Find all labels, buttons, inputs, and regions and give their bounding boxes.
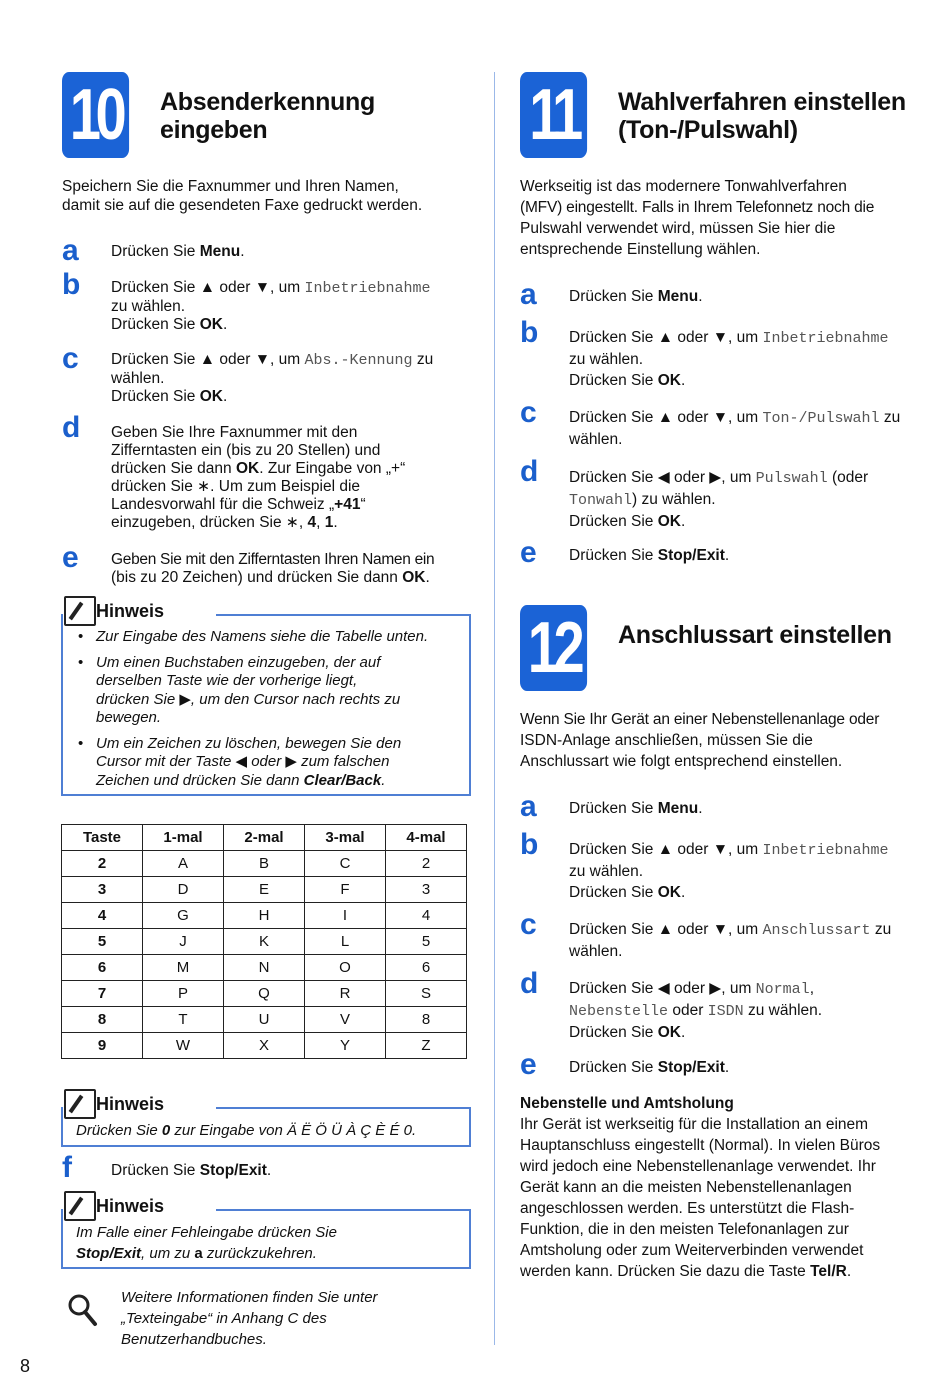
step-letter: e xyxy=(520,536,537,569)
step-text: . xyxy=(680,372,686,389)
step-text: . xyxy=(425,569,430,586)
step-c-text xyxy=(569,919,891,962)
table-row xyxy=(62,981,467,1007)
table-header: Taste xyxy=(62,825,143,851)
step-text: zu xyxy=(870,921,892,938)
reference-line: Benutzerhandbuches. xyxy=(121,1331,267,1348)
note-text: zur Eingabe von Ä Ë Ö Ü À Ç È É 0. xyxy=(170,1122,417,1139)
note-line: . xyxy=(381,771,386,789)
step-text: zu xyxy=(879,409,901,426)
step-text: Drücken Sie xyxy=(569,547,658,564)
intro-line: Wenn Sie Ihr Gerät an einer Nebenstellenanlage oder xyxy=(520,711,880,728)
step-text: Geben Sie mit den Zifferntasten Ihren Namen ein xyxy=(111,551,435,568)
step-text: Drücken Sie xyxy=(569,372,658,389)
table-cell: D xyxy=(143,877,224,903)
table-cell: R xyxy=(305,981,386,1007)
step-text: Drücken Sie xyxy=(111,1162,200,1179)
note-text-block xyxy=(76,1222,337,1264)
table-key-cell: 9 xyxy=(62,1033,143,1059)
intro-text xyxy=(520,709,879,772)
intro-line: ISDN-Anlage anschließen, müssen Sie die xyxy=(520,732,813,749)
table-cell: G xyxy=(143,903,224,929)
key-name: +41 xyxy=(334,496,361,513)
note-item xyxy=(76,735,466,791)
step-letter: d xyxy=(520,455,539,488)
intro-line: Pulswahl verwendet wird, müssen Sie hier die xyxy=(520,220,836,237)
step-letter: b xyxy=(520,316,539,349)
menu-option: Pulswahl xyxy=(755,470,828,487)
body-line: Funktion, die in den meisten Telefonanlagen zur xyxy=(520,1221,849,1238)
key-name: Tel/R xyxy=(810,1263,847,1280)
note-line: , um zu xyxy=(141,1245,195,1262)
step-text: zu wählen. xyxy=(569,863,644,880)
table-header-row xyxy=(62,825,467,851)
table-header: 4-mal xyxy=(386,825,467,851)
table-cell: E xyxy=(224,877,305,903)
key-name: OK xyxy=(402,569,426,586)
step-text: wählen. xyxy=(569,943,623,960)
note-line: drücken Sie ▶, um den Cursor nach rechts zu xyxy=(96,690,401,708)
step-text: . xyxy=(266,1162,272,1179)
table-cell: K xyxy=(224,929,305,955)
step-text: . xyxy=(680,513,686,530)
step-text: Drücken Sie xyxy=(111,316,200,333)
title-line: Wahlverfahren einstellen xyxy=(618,88,906,116)
step-text: Drücken Sie ◀ oder ▶, um xyxy=(569,980,756,997)
note-text: Drücken Sie xyxy=(76,1122,162,1139)
table-cell: H xyxy=(224,903,305,929)
step-d-text xyxy=(569,978,822,1043)
step-letter: f xyxy=(62,1151,72,1184)
step-letter: a xyxy=(62,234,79,267)
note-item xyxy=(76,654,466,728)
table-cell: 3 xyxy=(386,877,467,903)
step-text: Drücken Sie ▲ oder ▼, um xyxy=(569,409,763,426)
note-title: Hinweis xyxy=(96,601,165,621)
table-row xyxy=(62,1033,467,1059)
step-text: (oder xyxy=(827,469,869,486)
step-letter: b xyxy=(520,828,539,861)
note-line: • Um einen Buchstaben einzugeben, der auf xyxy=(96,653,381,671)
table-key-cell: 2 xyxy=(62,851,143,877)
table-row xyxy=(62,1007,467,1033)
section-title xyxy=(618,88,906,144)
step-text: Drücken Sie xyxy=(569,884,658,901)
step-text: Drücken Sie ▲ oder ▼, um xyxy=(569,841,763,858)
step-text: Drücken Sie xyxy=(569,288,658,305)
step-letter: c xyxy=(62,342,79,375)
step-letter: a xyxy=(520,790,537,823)
table-key-cell: 8 xyxy=(62,1007,143,1033)
step-text: Drücken Sie ▲ oder ▼, um xyxy=(569,329,763,346)
body-line: angeschlossen werden. Es unterstützt die Flash- xyxy=(520,1200,855,1217)
step-text: . xyxy=(724,547,730,564)
intro-text xyxy=(520,176,874,260)
table-cell: F xyxy=(305,877,386,903)
key-name: OK xyxy=(235,460,260,477)
step-text: Drücken Sie xyxy=(111,388,200,405)
step-text: . xyxy=(680,884,686,901)
step-text: . xyxy=(222,388,228,405)
table-row xyxy=(62,851,467,877)
note-title: Hinweis xyxy=(96,1094,165,1114)
step-b-text xyxy=(111,279,431,334)
table-body xyxy=(62,851,467,1059)
step-letter: d xyxy=(520,967,539,1000)
table-cell: M xyxy=(143,955,224,981)
step-text: ) zu wählen. xyxy=(632,491,716,508)
note-line xyxy=(76,1120,416,1141)
intro-line: entsprechende Einstellung wählen. xyxy=(520,241,761,258)
table-cell: 8 xyxy=(386,1007,467,1033)
table-cell: J xyxy=(143,929,224,955)
step-a-text xyxy=(111,243,245,261)
menu-option: Nebenstelle xyxy=(569,1003,669,1020)
sub-heading: Nebenstelle und Amtsholung xyxy=(520,1095,734,1112)
table-cell: 5 xyxy=(386,929,467,955)
step-c-text xyxy=(111,351,433,406)
key-name: OK xyxy=(657,513,681,530)
step-text: Drücken Sie xyxy=(569,1024,658,1041)
table-cell: X xyxy=(224,1033,305,1059)
step-d-text xyxy=(569,467,868,532)
note-line: bewegen. xyxy=(96,709,162,726)
table-cell: Y xyxy=(305,1033,386,1059)
step-text: Drücken Sie ▲ oder ▼, um xyxy=(569,921,763,938)
menu-option: Inbetriebnahme xyxy=(762,330,889,347)
table-key-cell: 3 xyxy=(62,877,143,903)
menu-option: Inbetriebnahme xyxy=(304,280,431,297)
menu-option: Tonwahl xyxy=(569,492,633,509)
table-header: 1-mal xyxy=(143,825,224,851)
menu-option: ISDN xyxy=(707,1003,744,1020)
table-cell: B xyxy=(224,851,305,877)
table-cell: Z xyxy=(386,1033,467,1059)
key-name: Clear/Back xyxy=(303,771,382,789)
body-line: . xyxy=(846,1263,852,1280)
menu-option: Ton-/Pulswahl xyxy=(762,410,880,427)
step-text: , xyxy=(809,980,814,997)
note-title: Hinweis xyxy=(96,1196,165,1216)
step-f-text xyxy=(111,1162,271,1180)
key-name: Stop/Exit xyxy=(76,1245,142,1262)
step-letter: e xyxy=(62,541,79,574)
intro-line: damit sie auf die gesendeten Faxe gedruckt werden. xyxy=(62,197,423,214)
table-cell: 2 xyxy=(386,851,467,877)
key-name: OK xyxy=(199,316,223,333)
step-text: . xyxy=(222,316,228,333)
note-line: • Um ein Zeichen zu löschen, bewegen Sie den xyxy=(96,734,402,752)
table-cell: N xyxy=(224,955,305,981)
table-header: 3-mal xyxy=(305,825,386,851)
table-header: 2-mal xyxy=(224,825,305,851)
key-name: Stop/Exit xyxy=(199,1162,267,1179)
intro-text xyxy=(62,176,422,216)
step-letter: a xyxy=(520,278,537,311)
step-b-text xyxy=(569,327,889,391)
table-cell: 6 xyxy=(386,955,467,981)
section-number-badge: 12 xyxy=(520,605,587,691)
note-line: Zeichen und drücken Sie dann xyxy=(96,771,304,789)
step-reference: a xyxy=(194,1245,203,1262)
step-text: Drücken Sie xyxy=(111,243,200,260)
table-cell: T xyxy=(143,1007,224,1033)
body-line: Hauptanschluss eingestellt (Normal). In vielen Büros xyxy=(520,1137,881,1154)
table-cell: C xyxy=(305,851,386,877)
step-text: zu wählen. xyxy=(111,298,186,315)
page-number: 8 xyxy=(20,1356,31,1376)
step-e-text xyxy=(111,551,434,587)
step-a-text xyxy=(569,288,703,306)
title-line: Absenderkennung xyxy=(160,88,375,116)
note-item: • Zur Eingabe des Namens siehe die Tabelle unten. xyxy=(76,628,466,647)
intro-line: Speichern Sie die Faxnummer und Ihren Namen, xyxy=(62,178,399,195)
step-d-text xyxy=(111,424,405,532)
key-name: OK xyxy=(657,884,681,901)
step-e-text xyxy=(569,547,729,565)
step-letter: c xyxy=(520,396,537,429)
step-text: Drücken Sie ◀ oder ▶, um xyxy=(569,469,756,486)
step-text: einzugeben, drücken Sie ∗, xyxy=(111,514,308,531)
table-key-cell: 5 xyxy=(62,929,143,955)
note-line: Cursor mit der Taste ◀ oder ▶ zum falschen xyxy=(96,753,390,770)
note-line: derselben Taste wie der vorherige liegt, xyxy=(96,672,358,689)
step-letter: b xyxy=(62,268,81,301)
key-name: Menu xyxy=(657,800,699,817)
reference-line: „Texteingabe“ in Anhang C des xyxy=(121,1310,327,1327)
table-cell: L xyxy=(305,929,386,955)
step-text: . xyxy=(240,243,245,260)
step-text: . xyxy=(333,514,338,531)
body-line: Amtsholung oder zum Weiterverbinden verwendet xyxy=(520,1242,864,1259)
step-text: Geben Sie Ihre Faxnummer mit den xyxy=(111,424,358,441)
step-text: oder xyxy=(668,1002,708,1019)
table-cell: I xyxy=(305,903,386,929)
section-number-badge: 11 xyxy=(520,72,587,158)
step-text: . Zur Eingabe von „+“ xyxy=(259,460,406,477)
table-cell: S xyxy=(386,981,467,1007)
section-number-badge: 10 xyxy=(62,72,129,158)
step-a-text xyxy=(569,800,703,818)
table-row xyxy=(62,903,467,929)
menu-option: Abs.-Kennung xyxy=(304,352,413,369)
table-cell: O xyxy=(305,955,386,981)
step-text: . xyxy=(698,800,703,817)
note-list xyxy=(76,628,466,797)
step-text: . xyxy=(680,1024,686,1041)
table-cell: U xyxy=(224,1007,305,1033)
table-cell: Q xyxy=(224,981,305,1007)
menu-option: Inbetriebnahme xyxy=(762,842,889,859)
table-key-cell: 7 xyxy=(62,981,143,1007)
table-key-cell: 4 xyxy=(62,903,143,929)
key-name: Menu xyxy=(657,288,699,305)
body-line: Gerät kann an die meisten Nebenstellenanlagen xyxy=(520,1179,852,1196)
title-line: (Ton-/Pulswahl) xyxy=(618,116,798,144)
step-text: drücken Sie ∗. Um zum Beispiel die xyxy=(111,478,361,495)
step-text: Drücken Sie xyxy=(569,513,658,530)
table-cell: W xyxy=(143,1033,224,1059)
step-text: Landesvorwahl für die Schweiz „ xyxy=(111,496,335,513)
menu-option: Normal xyxy=(755,981,810,998)
key-name: Stop/Exit xyxy=(657,547,725,564)
note-line: zurückzukehren. xyxy=(202,1245,317,1262)
step-text: Drücken Sie xyxy=(569,1059,658,1076)
key-name: Stop/Exit xyxy=(657,1059,725,1076)
intro-line: Anschlussart wie folgt entsprechend einstellen. xyxy=(520,753,843,770)
step-text: zu wählen. xyxy=(569,351,644,368)
step-text: Drücken Sie ▲ oder ▼, um xyxy=(111,279,305,296)
table-cell: A xyxy=(143,851,224,877)
step-text: drücken Sie dann xyxy=(111,460,236,477)
table-cell: V xyxy=(305,1007,386,1033)
step-text: wählen. xyxy=(569,431,623,448)
key-name: OK xyxy=(657,372,681,389)
body-text xyxy=(520,1114,880,1282)
table-key-cell: 6 xyxy=(62,955,143,981)
step-text: wählen. xyxy=(111,370,165,387)
step-text: . xyxy=(724,1059,730,1076)
step-c-text xyxy=(569,407,900,450)
key-name: 0 xyxy=(161,1122,171,1139)
table-cell: 4 xyxy=(386,903,467,929)
table-row xyxy=(62,877,467,903)
section-title xyxy=(160,88,375,144)
character-table xyxy=(61,824,467,1059)
column-divider xyxy=(494,72,495,1345)
key-name: Menu xyxy=(199,243,241,260)
magnifier-icon xyxy=(66,1292,100,1328)
step-text: zu xyxy=(412,351,434,368)
step-text: Drücken Sie xyxy=(569,800,658,817)
key-name: OK xyxy=(199,388,223,405)
note-line: Im Falle einer Fehleingabe drücken Sie xyxy=(76,1224,337,1241)
key-name: 1 xyxy=(324,514,334,531)
body-line: werden kann. Drücken Sie dazu die Taste xyxy=(520,1263,811,1280)
table-row xyxy=(62,955,467,981)
key-name: OK xyxy=(657,1024,681,1041)
body-line: wird jedoch eine Nebenstellenanlage verwendet. Ihr xyxy=(520,1158,876,1175)
step-text: (bis zu 20 Zeichen) und drücken Sie dann xyxy=(111,569,403,586)
table-cell: P xyxy=(143,981,224,1007)
table-row xyxy=(62,929,467,955)
section-title: Anschlussart einstellen xyxy=(618,621,892,649)
step-text: “ xyxy=(360,496,366,513)
step-text: . xyxy=(698,288,703,305)
body-line: Ihr Gerät ist werkseitig für die Installation an einem xyxy=(520,1116,869,1133)
step-text: , xyxy=(316,514,325,531)
reference-text xyxy=(121,1287,378,1350)
step-b-text xyxy=(569,839,889,903)
intro-line: (MFV) eingestellt. Falls in Ihrem Telefonnetz noch die xyxy=(520,199,875,216)
title-line: eingeben xyxy=(160,116,268,144)
reference-line: Weitere Informationen finden Sie unter xyxy=(121,1289,378,1306)
step-letter: d xyxy=(62,411,81,444)
menu-option: Anschlussart xyxy=(762,922,871,939)
key-name: 4 xyxy=(307,514,317,531)
intro-line: Werkseitig ist das modernere Tonwahlverfahren xyxy=(520,178,847,195)
step-letter: c xyxy=(520,908,537,941)
step-letter: e xyxy=(520,1048,537,1081)
step-text: Zifferntasten ein (bis zu 20 Stellen) und xyxy=(111,442,381,459)
step-text: Drücken Sie ▲ oder ▼, um xyxy=(111,351,305,368)
step-text: zu wählen. xyxy=(743,1002,823,1019)
step-e-text xyxy=(569,1059,729,1077)
